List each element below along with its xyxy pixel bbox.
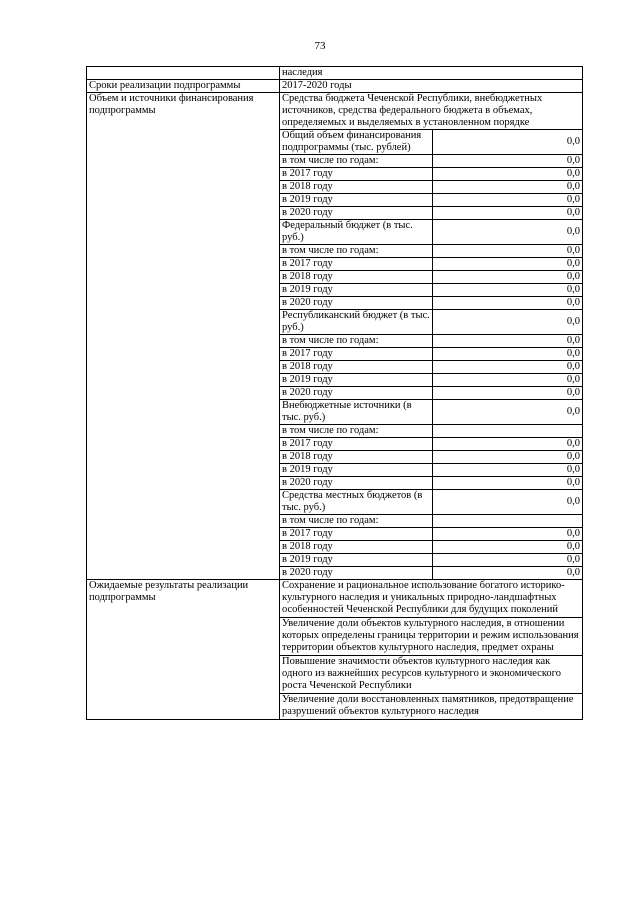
results-row: [87, 580, 583, 720]
funding-year-label: в 2020 году: [280, 297, 433, 310]
funding-year-value: 0,0: [433, 297, 583, 310]
funding-year-value: 0,0: [433, 528, 583, 541]
funding-year-label: в 2019 году: [280, 554, 433, 567]
funding-year-value: 0,0: [433, 155, 583, 168]
funding-year-label: в 2020 году: [280, 387, 433, 400]
funding-year-row: [280, 168, 582, 181]
funding-year-row: [280, 528, 582, 541]
funding-group-title: Общий объем финансирования подпрограммы (тыс. рублей): [280, 130, 433, 155]
funding-year-label: в 2019 году: [280, 194, 433, 207]
result-item: Сохранение и рациональное использование богатого историко-культурного наследия и уникальных природно-ландшафтных особенностей Чеченской Республики для будущих поколений: [280, 580, 582, 618]
funding-year-value: 0,0: [433, 194, 583, 207]
funding-year-row: [280, 554, 582, 567]
funding-year-label: в том числе по годам:: [280, 335, 433, 348]
funding-breakdown-table: [280, 129, 582, 579]
funding-year-row: [280, 284, 582, 297]
funding-intro: Средства бюджета Чеченской Республики, внебюджетных источников, средства федерального бюджета в объемах, определяемых и выделяемых в установленном порядке: [282, 93, 543, 128]
funding-year-value: 0,0: [433, 554, 583, 567]
funding-year-value: 0,0: [433, 271, 583, 284]
funding-group-title: Внебюджетные источники (в тыс. руб.): [280, 400, 433, 425]
funding-group-header-row: [280, 130, 582, 155]
funding-year-value: 0,0: [433, 348, 583, 361]
funding-row: [87, 93, 583, 580]
funding-year-label: в 2020 году: [280, 567, 433, 580]
continuation-row: [87, 67, 583, 80]
funding-year-value: 0,0: [433, 258, 583, 271]
funding-year-row: [280, 515, 582, 528]
funding-year-row: [280, 181, 582, 194]
funding-year-label: в том числе по годам:: [280, 515, 433, 528]
funding-year-label: в 2017 году: [280, 438, 433, 451]
funding-year-label: в том числе по годам:: [280, 155, 433, 168]
funding-group-header-row: [280, 310, 582, 335]
funding-year-row: [280, 361, 582, 374]
funding-year-label: в 2018 году: [280, 361, 433, 374]
funding-group-header-row: [280, 400, 582, 425]
funding-year-value: 0,0: [433, 477, 583, 490]
funding-year-label: в 2017 году: [280, 258, 433, 271]
funding-group-title: Средства местных бюджетов (в тыс. руб.): [280, 490, 433, 515]
result-item: Увеличение доли объектов культурного наследия, в отношении которых определены границы территории и режим использования территории объектов культурного наследия, предмет охраны: [280, 618, 582, 656]
funding-year-row: [280, 477, 582, 490]
funding-year-row: [280, 374, 582, 387]
funding-group-total: 0,0: [433, 400, 583, 425]
funding-year-row: [280, 297, 582, 310]
funding-year-value: 0,0: [433, 451, 583, 464]
continuation-label-cell: [87, 67, 280, 80]
term-label: Сроки реализации подпрограммы: [87, 80, 280, 93]
funding-year-value: 0,0: [433, 541, 583, 554]
funding-year-label: в 2019 году: [280, 374, 433, 387]
funding-year-value: 0,0: [433, 567, 583, 580]
funding-year-row: [280, 464, 582, 477]
funding-year-value: [433, 425, 583, 438]
funding-year-row: [280, 438, 582, 451]
funding-year-value: 0,0: [433, 168, 583, 181]
funding-year-row: [280, 155, 582, 168]
funding-year-label: в 2020 году: [280, 207, 433, 220]
funding-value-cell: [280, 93, 583, 580]
funding-year-row: [280, 387, 582, 400]
funding-year-label: в 2019 году: [280, 464, 433, 477]
funding-year-label: в 2017 году: [280, 348, 433, 361]
funding-year-label: в 2018 году: [280, 271, 433, 284]
funding-year-row: [280, 207, 582, 220]
results-label: Ожидаемые результаты реализации подпрограммы: [87, 580, 280, 720]
funding-year-label: в 2017 году: [280, 528, 433, 541]
funding-group-total: 0,0: [433, 130, 583, 155]
funding-group-title: Республиканский бюджет (в тыс. руб.): [280, 310, 433, 335]
funding-year-label: в 2018 году: [280, 451, 433, 464]
funding-year-row: [280, 348, 582, 361]
result-item: Повышение значимости объектов культурного наследия как одного из важнейших ресурсов культурного и экономического роста Чеченской Республики: [280, 656, 582, 694]
passport-table: [86, 66, 583, 720]
results-value-cell: [280, 580, 583, 720]
funding-year-value: 0,0: [433, 438, 583, 451]
funding-year-label: в 2018 году: [280, 181, 433, 194]
funding-year-value: 0,0: [433, 387, 583, 400]
funding-year-row: [280, 451, 582, 464]
funding-year-label: в 2020 году: [280, 477, 433, 490]
funding-year-row: [280, 258, 582, 271]
funding-year-label: в 2019 году: [280, 284, 433, 297]
funding-year-row: [280, 194, 582, 207]
term-value: 2017-2020 годы: [280, 80, 583, 93]
funding-year-value: 0,0: [433, 245, 583, 258]
funding-group-total: 0,0: [433, 490, 583, 515]
term-row: [87, 80, 583, 93]
funding-group-total: 0,0: [433, 220, 583, 245]
funding-year-row: [280, 335, 582, 348]
result-item: Увеличение доли восстановленных памятников, предотвращение разрушений объектов культурного наследия: [282, 694, 574, 717]
funding-year-value: 0,0: [433, 361, 583, 374]
funding-year-row: [280, 245, 582, 258]
funding-group-header-row: [280, 490, 582, 515]
funding-group-total: 0,0: [433, 310, 583, 335]
funding-year-value: 0,0: [433, 207, 583, 220]
continuation-value-cell: наследия: [280, 67, 583, 80]
funding-year-label: в 2018 году: [280, 541, 433, 554]
funding-label: Объем и источники финансирования подпрограммы: [87, 93, 280, 580]
funding-year-row: [280, 425, 582, 438]
funding-group-header-row: [280, 220, 582, 245]
funding-year-row: [280, 541, 582, 554]
funding-year-value: [433, 515, 583, 528]
funding-year-value: 0,0: [433, 335, 583, 348]
funding-year-label: в том числе по годам:: [280, 425, 433, 438]
funding-year-row: [280, 567, 582, 580]
funding-year-value: 0,0: [433, 181, 583, 194]
funding-year-value: 0,0: [433, 464, 583, 477]
funding-year-row: [280, 271, 582, 284]
funding-year-label: в 2017 году: [280, 168, 433, 181]
funding-year-value: 0,0: [433, 374, 583, 387]
funding-year-label: в том числе по годам:: [280, 245, 433, 258]
page-number: 73: [314, 40, 326, 52]
funding-year-value: 0,0: [433, 284, 583, 297]
funding-group-title: Федеральный бюджет (в тыс. руб.): [280, 220, 433, 245]
